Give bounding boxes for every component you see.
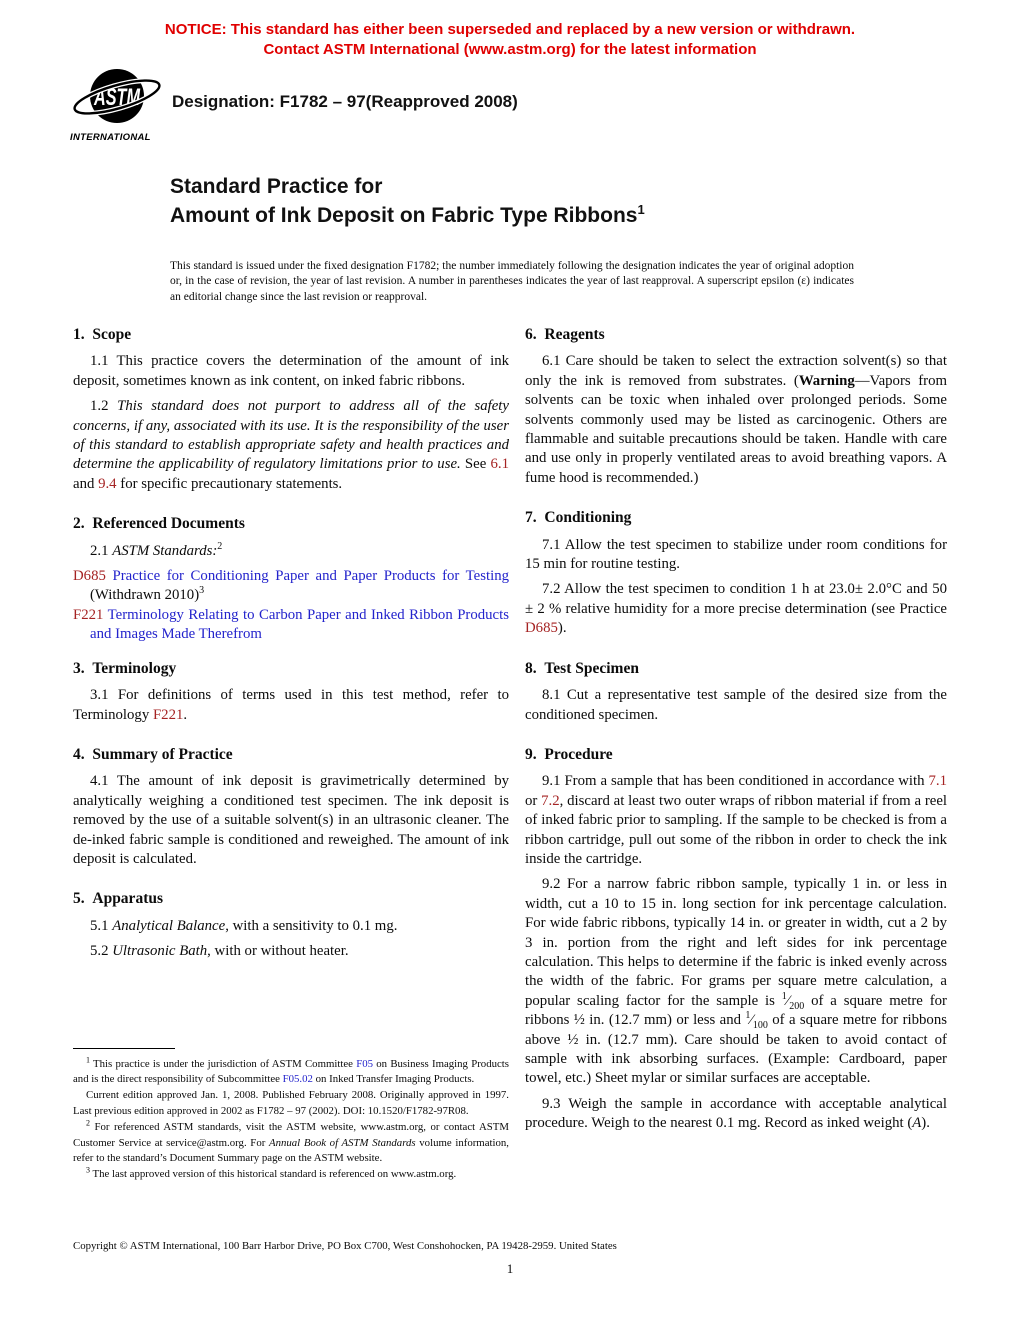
text-run: 9.2 For a narrow fabric ribbon sample, typically 1 in. or less in width, cut a 10 to 15 in. long section for ink percentage calculation. For wide fabric ribbons, typically 14 in. or greater in width, cut a 2 by 3 in. portion from the right and left sides for ink percentage calculation. This helps to determine if the fabric is inked evenly across the width of the fabric. For grams per square metre calculation, a popular scaling factor for the sample is: [525, 876, 947, 1009]
section-heading: 8. Test Specimen: [525, 659, 639, 677]
section-reagents: [525, 323, 947, 494]
text-run: Analytical Balance: [112, 917, 226, 934]
section-conditioning: [525, 494, 947, 644]
paragraph: [73, 942, 509, 961]
link-f05[interactable]: F05: [356, 1057, 374, 1070]
document-title: [170, 172, 645, 230]
issuing-preamble: This standard is issued under the fixed designation F1782; the number immediately following the designation indicates the year of original adoption or, in the case of revision, the year of last revision. A number in parentheses indicates the year of last reapproval. A superscript epsilon (ε) indicates an editorial change since the last revision or reapproval.: [170, 259, 854, 303]
section-apparatus: [73, 875, 509, 967]
paragraph: [73, 686, 509, 725]
left-column: [73, 323, 509, 1183]
text-run: 2.1: [90, 542, 113, 559]
logo-international-label: INTERNATIONAL: [70, 132, 151, 143]
section-heading: 9. Procedure: [525, 745, 613, 763]
text-run: 5.1: [90, 917, 113, 934]
footnote-ref: 2: [86, 1118, 90, 1128]
text-run: 4.1 The amount of ink deposit is gravimetrically determined by analytically weighing a conditioned test specimen. The ink deposit is removed by the use of a suitable solvent(s) in an ultrasonic cleaner. The de-inked fabric sample is conditioned and reweighed. The amount of ink deposit is calculated.: [73, 773, 509, 867]
title-line-1: Standard Practice for: [170, 175, 383, 198]
text-run: for specific precautionary statements.: [116, 475, 343, 492]
text-run: Ultrasonic Bath: [112, 943, 208, 960]
astm-logo: [70, 68, 170, 143]
paragraph: [525, 536, 947, 575]
text-run: , with a sensitivity to 0.1 mg.: [225, 917, 398, 934]
link-terminology-relating-to[interactable]: Terminology Relating to Carbon Paper and Inked Ribbon Products and Images Made Therefrom: [90, 606, 509, 643]
text-run: 6.1 Care should be taken to select the extraction solvent(s) so that only the ink is removed from substrates. (: [525, 353, 947, 389]
text-run: 8.1 Cut a representative test sample of the desired size from the conditioned specimen.: [525, 687, 947, 723]
designation-line: Designation: F1782 – 97(Reapproved 2008): [172, 92, 518, 111]
link-7-2[interactable]: 7.2: [541, 792, 560, 809]
link-f221[interactable]: F221: [73, 606, 104, 623]
text-run: 9.1 From a sample that has been conditioned in accordance with: [542, 773, 929, 790]
section-heading: 5. Apparatus: [73, 890, 164, 908]
text-run: 1.1 This practice covers the determination of the amount of ink deposit, sometimes known as ink content, on inked fabric ribbons.: [73, 353, 509, 389]
page-number: 1: [506, 1261, 514, 1276]
footnote-ref: 3: [199, 585, 205, 597]
fraction: $^1⁄_{200}$: [781, 990, 805, 1012]
text-run: .: [183, 706, 188, 723]
supersession-notice: [0, 20, 1020, 60]
section-summary-of-practice: [73, 731, 509, 875]
text-run: of a square metre for ribbons above ½ in. (12.7 mm). Care should be taken to avoid contact of sample with ink absorbing surfaces. (Example: Cardboard, paper towel, etc.) Sheet mylar or similar surfaces are acceptable.: [525, 1012, 947, 1087]
section-scope: [73, 323, 509, 500]
footnote: [73, 1120, 509, 1167]
footnote-ref: 1: [86, 1055, 90, 1065]
text-run: 7.2 Allow the test specimen to condition 1 h at 23.0± 2.0°C and 50 ± 2 % relative humidity for a more precise determination (see Practice: [525, 581, 947, 617]
link-d685[interactable]: D685: [525, 620, 558, 637]
section-heading: 1. Scope: [73, 326, 132, 343]
section-heading: 3. Terminology: [73, 659, 177, 677]
paragraph: [73, 352, 509, 391]
link-f05-02[interactable]: F05.02: [282, 1073, 313, 1086]
paragraph: [73, 772, 509, 869]
footnote: [73, 1088, 509, 1120]
text-run: of a square metre for ribbons ½ in. (12.7 mm) or less and: [525, 992, 947, 1029]
text-run: Annual Book of ASTM Standards: [268, 1136, 416, 1149]
fraction: $^1⁄_{100}$: [745, 1010, 768, 1032]
link-practice-for-conditionin[interactable]: Practice for Conditioning Paper and Paper Products for Testing: [112, 568, 509, 585]
text-run: This practice is under the jurisdiction of ASTM Committee: [90, 1057, 357, 1070]
text-run: ).: [921, 1115, 930, 1132]
text-run: and: [73, 475, 99, 492]
text-run: on Business Imaging Products and is the direct responsibility of Subcommittee: [73, 1057, 510, 1086]
text-run: 5.2: [90, 943, 113, 960]
paragraph: [525, 1095, 947, 1134]
text-run: Current edition approved Jan. 1, 2008. Published February 2008. Originally approved in 1997. Last previous edition approved in 2002 as F1782 – 97 (2002). DOI: 10.1520/F1782-97R08.: [73, 1089, 509, 1118]
text-run: 7.1 Allow the test specimen to stabilize under room conditions for 15 min for routine testing.: [525, 536, 947, 573]
notice-line-1: NOTICE: This standard has either been superseded and replaced by a new version or withdrawn.: [164, 21, 856, 38]
link-6-1[interactable]: 6.1: [490, 456, 509, 473]
text-run: ASTM Standards:: [112, 542, 218, 559]
notice-line-2: Contact ASTM International (www.astm.org) for the latest information: [263, 41, 757, 58]
section-heading: 6. Reagents: [525, 326, 605, 343]
text-run: volume information, refer to the standard’s Document Summary page on the ASTM website.: [73, 1136, 509, 1165]
text-run: , with or without heater.: [207, 943, 349, 960]
footnote: [73, 1167, 509, 1183]
footnote-rule: [73, 1048, 175, 1049]
body-columns: [73, 323, 947, 1183]
astm-globe-icon: [70, 68, 166, 130]
text-run: The last approved version of this historical standard is referenced on www.astm.org.: [90, 1168, 457, 1181]
section-heading: 2. Referenced Documents: [73, 515, 245, 533]
text-run: ).: [557, 620, 567, 637]
text-run: , discard at least two outer wraps of ribbon material if from a reel of inked fabric prior to sampling. If the sample to be checked is from a ribbon cartridge, pull out some of the ribbon in order to check the ink inside the cartridge.: [525, 792, 947, 867]
section-procedure: [525, 731, 947, 1140]
svg-text:ASTM: ASTM: [93, 84, 141, 111]
copyright-line: Copyright © ASTM International, 100 Barr Harbor Drive, PO Box C700, West Conshohocken, PA 19428-2959. United States: [73, 1240, 617, 1252]
paragraph: [525, 772, 947, 869]
link-7-1[interactable]: 7.1: [928, 773, 947, 790]
text-run: —Vapors from solvents can be toxic when inhaled over prolonged periods. Some solvents commonly used may be listed as carcinogenic. Others are flammable and suitable precautions should be taken. Handle with care and use only in properly ventilated areas to avoid breathing vapors. A fume hood is recommended.): [525, 372, 947, 486]
right-column: [525, 323, 947, 1183]
text-run: or: [525, 792, 542, 809]
text-run: Warning: [798, 372, 855, 389]
paragraph: [73, 542, 509, 561]
link-d685[interactable]: D685: [73, 568, 106, 585]
text-run: A: [912, 1115, 922, 1132]
paragraph: [525, 686, 947, 725]
text-run: on Inked Transfer Imaging Products.: [312, 1073, 475, 1086]
reference-entry: [73, 606, 509, 645]
text-run: 3.1 For definitions of terms used in this test method, refer to Terminology: [73, 687, 509, 723]
paragraph: [525, 580, 947, 638]
text-run: 9.3 Weigh the sample in accordance with acceptable analytical procedure. Weigh to the nearest 0.1 mg. Record as inked weight (: [525, 1095, 947, 1132]
section-referenced-documents: [73, 500, 509, 644]
paragraph: [73, 917, 509, 936]
text-run: (Withdrawn 2010): [90, 587, 200, 604]
paragraph: [73, 397, 509, 494]
footnote-ref: 3: [86, 1165, 90, 1175]
section-heading: 4. Summary of Practice: [73, 745, 233, 763]
title-footnote-ref[interactable]: 1: [637, 202, 645, 217]
paragraph: [525, 875, 947, 1088]
reference-entry: [73, 567, 509, 606]
footnote: [73, 1057, 509, 1089]
paragraph: [525, 352, 947, 488]
title-line-2: Amount of Ink Deposit on Fabric Type Ribbons$^1$: [170, 202, 645, 227]
text-run: This standard does not purport to address all of the safety concerns, if any, associated with its use. It is the responsibility of the user of this standard to establish appropriate safety and health practices and determine the applicability of regulatory limitations prior to use.: [73, 398, 509, 473]
link-f221[interactable]: F221: [152, 706, 184, 723]
footnote-block: [73, 1048, 509, 1183]
section-heading: 7. Conditioning: [525, 509, 632, 527]
footnote-ref: 2: [217, 540, 223, 552]
link-9-4[interactable]: 9.4: [98, 475, 117, 492]
section-test-specimen: [525, 645, 947, 731]
section-terminology: [73, 645, 509, 731]
text-run: See: [460, 456, 491, 473]
text-run: 1.2: [90, 398, 118, 415]
text-run: For referenced ASTM standards, visit the ASTM website, www.astm.org, or contact ASTM Customer Service at service@astm.org. For: [73, 1120, 509, 1149]
